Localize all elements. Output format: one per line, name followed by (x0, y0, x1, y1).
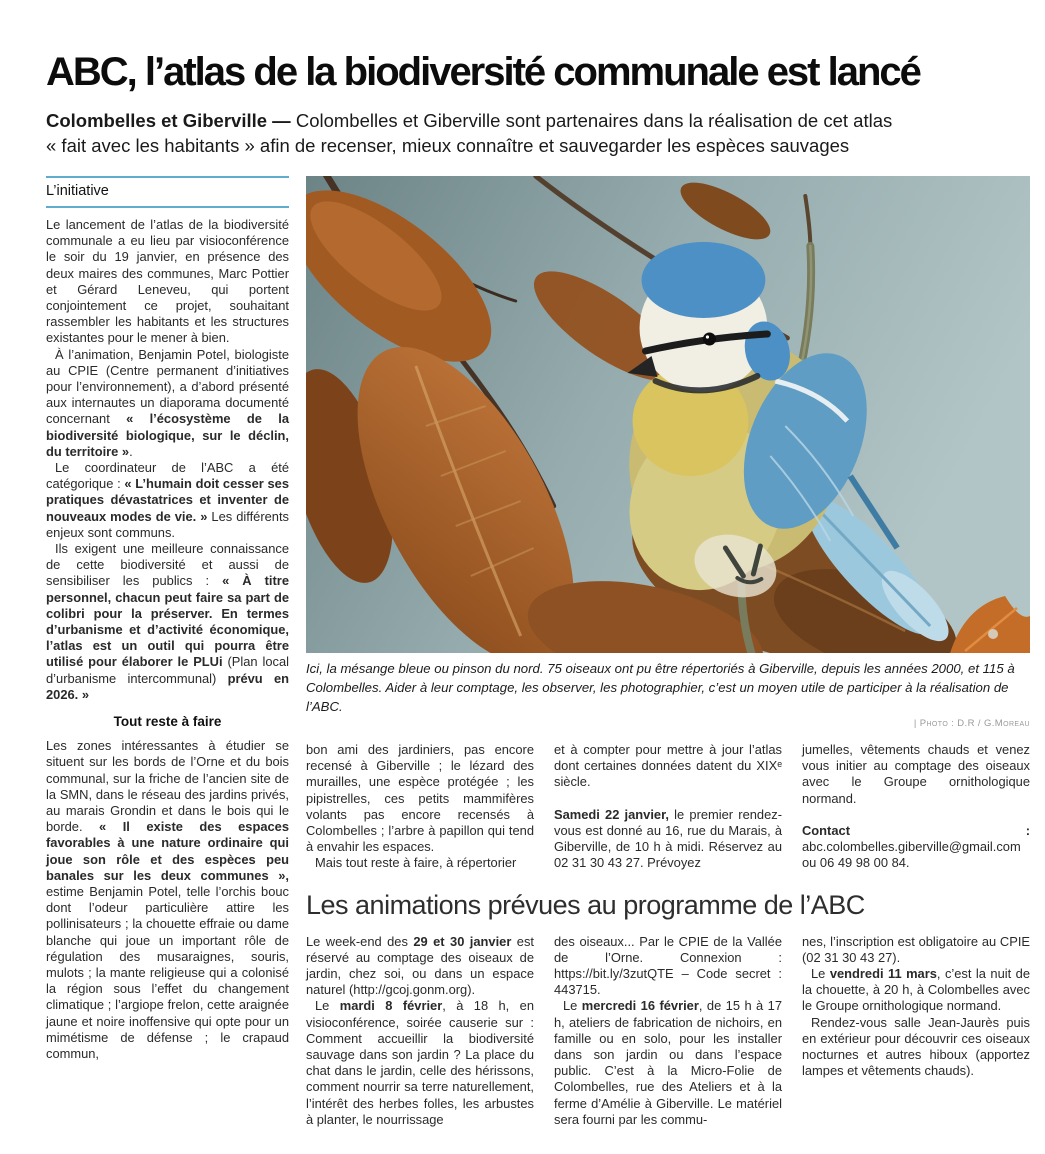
column-3 (554, 742, 782, 872)
column-2 (306, 742, 534, 872)
photo-blue-tit (306, 176, 1030, 653)
paragraph: Le mardi 8 février, à 18 h, en visioconférence, soirée causerie sur : Comment accueillir la biodiversité sauvage dans son jardin ? La place du chat dans le jardin, celle des hérissons, comment nourrir sa terre naturellement, l’intérêt des herbes folles, les arbustes à planter, le nourrissage (306, 998, 534, 1127)
crosshead: Tout reste à faire (113, 714, 222, 730)
column-4 (802, 742, 1030, 872)
column-a (306, 934, 534, 1128)
lede (46, 108, 902, 158)
paragraph: Le mercredi 16 février, de 15 h à 17 h, ateliers de fabrication de nichoirs, en famille ou en solo, pour les installer dans son jardin ou dans l’espace public. C’est à la Micro-Folie de Colombelles, rue des Ateliers et à la ferme d’Amélie à Giberville. Le matériel sera fourni par les commu- (554, 998, 783, 1127)
animations-columns (306, 934, 1030, 1128)
paragraph: Les zones intéressantes à étudier se situent sur les bords de l’Orne et du bois communal, sur la friche de l’ancien site de la SMN, dans le réseau des jardins privés, au marais Grondin et dans le bois qui le borde. « Il existe des espaces favorables à une nature ordinaire qui joue son rôle et des espèces peu banales sur les deux communes », estime Benjamin Potel, telle l’orchis bouc dont l’odeur particulière attire les pollinisateurs ; la chouette effraie ou dame blanche qui joue un important rôle de régulation des musaraignes, souris, mulots ; la mante religieuse qui a colonisé la région sous l’effet du changement climatique ; l’argiope frelon, cette araignée jaune et noire inoffensive qui opte pour un mimétisme de défense ; le crapaud commun, (46, 738, 289, 1061)
photo-credit: | Photo : D.R / G.Moreau (913, 718, 1030, 729)
paragraph: Samedi 22 janvier, le premier rendez-vous est donné au 16, rue du Marais, à Giberville, de 10 h à midi. Réservez au 02 31 30 43 27. Prévoyez (554, 806, 782, 871)
paragraph: Contact : abc.colombelles.giberville@gmail.com ou 06 49 98 00 84. (802, 822, 1030, 871)
column-c (802, 934, 1030, 1128)
paragraph: À l’animation, Benjamin Potel, biologiste au CPIE (Centre permanent d’initiatives pour l’environnement), a d’abord présenté aux internautes un diaporama documenté concernant « l’écosystème de la biodiversité biologique, sur le déclin, du territoire ». (46, 346, 289, 459)
paragraph: Le lancement de l’atlas de la biodiversité communale a eu lieu par visioconférence le soir du 19 janvier, en présence des deux maires des communes, Marc Pottier et Gérard Leneveu, qui portent conjointement ce projet, souhaitant rassembler les habitants et les structures existantes pour le mener à bien. (46, 217, 289, 346)
lede-location-label: Colombelles et Giberville — (46, 110, 291, 131)
continuation-columns (306, 742, 1030, 872)
headline: ABC, l’atlas de la biodiversité communale est lancé (46, 50, 920, 94)
column-initiative (46, 176, 289, 1062)
paragraph: des oiseaux... Par le CPIE de la Vallée de l’Orne. Connexion : https://bit.ly/3zutQTE – Code secret : 443715. (554, 933, 782, 998)
paragraph: Le week-end des 29 et 30 janvier est réservé au comptage des oiseaux de jardin, chez soi, ou dans un espace naturel (http://gcoj.gonm.org). (306, 933, 534, 998)
lede-text: Colombelles et Giberville sont partenaires dans la réalisation de cet atlas « fait avec les habitants » afin de recenser, mieux connaître et sauvegarder les espèces sauvages (46, 110, 893, 156)
paragraph: bon ami des jardiniers, pas encore recensé à Giberville ; le lézard des murailles, une espèce protégée ; les pipistrelles, ces petits mammifères volants pas encore recensés à Colombelles ; l’arbre à papillon qui tend à envahir les espaces. (306, 742, 534, 855)
paragraph: Mais tout reste à faire, à répertorier (315, 855, 517, 871)
paragraph: Le coordinateur de l’ABC a été catégorique : « L’humain doit cesser ses pratiques dévastatrices et inventer de nouveaux modes de vie. » Les différents enjeux sont communs. (46, 460, 289, 540)
column-b (554, 934, 782, 1128)
paragraph: Ils exigent une meilleure connaissance de cette biodiversité et aussi de sensibiliser les publics : « À titre personnel, chacun peut faire sa part de colibri pour la préserver. En termes d’urbanisme et d’activité économique, l’atlas est un outil qui pourra être utilisé pour élaborer le PLUi (Plan local d’urbanisme intercommunal) prévu en 2026. » (46, 541, 290, 702)
paragraph: Rendez-vous salle Jean-Jaurès puis en extérieur pour découvrir ces oiseaux nocturnes et autres hiboux (apportez lampes et vêtements chauds). (802, 1014, 1030, 1079)
article-body (46, 176, 1030, 1128)
paragraph: et à compter pour mettre à jour l’atlas dont certaines données datent du XIXᵉ siècle. (554, 742, 782, 790)
kicker-initiative: L’initiative (46, 176, 289, 208)
photo-caption: Ici, la mésange bleue ou pinson du nord. 75 oiseaux ont pu être répertoriés à Giberville, depuis les années 2000, et 115 à Colombelles. Aider à leur comptage, les observer, les photographier, c’est un moyen utile de participer à la réalisation de l’ABC. (306, 661, 1015, 714)
animations-section-title: Les animations prévues au programme de l’ABC (306, 889, 865, 920)
paragraph: jumelles, vêtements chauds et venez vous initier au comptage des oiseaux avec le Groupe ornithologique normand. (802, 742, 1030, 806)
paragraph: Le vendredi 11 mars, c’est la nuit de la chouette, à 20 h, à Colombelles avec le Groupe ornithologique normand. (802, 966, 1030, 1014)
paragraph: nes, l’inscription est obligatoire au CPIE (02 31 30 43 27). (802, 933, 1030, 965)
main-column (306, 176, 1030, 1128)
